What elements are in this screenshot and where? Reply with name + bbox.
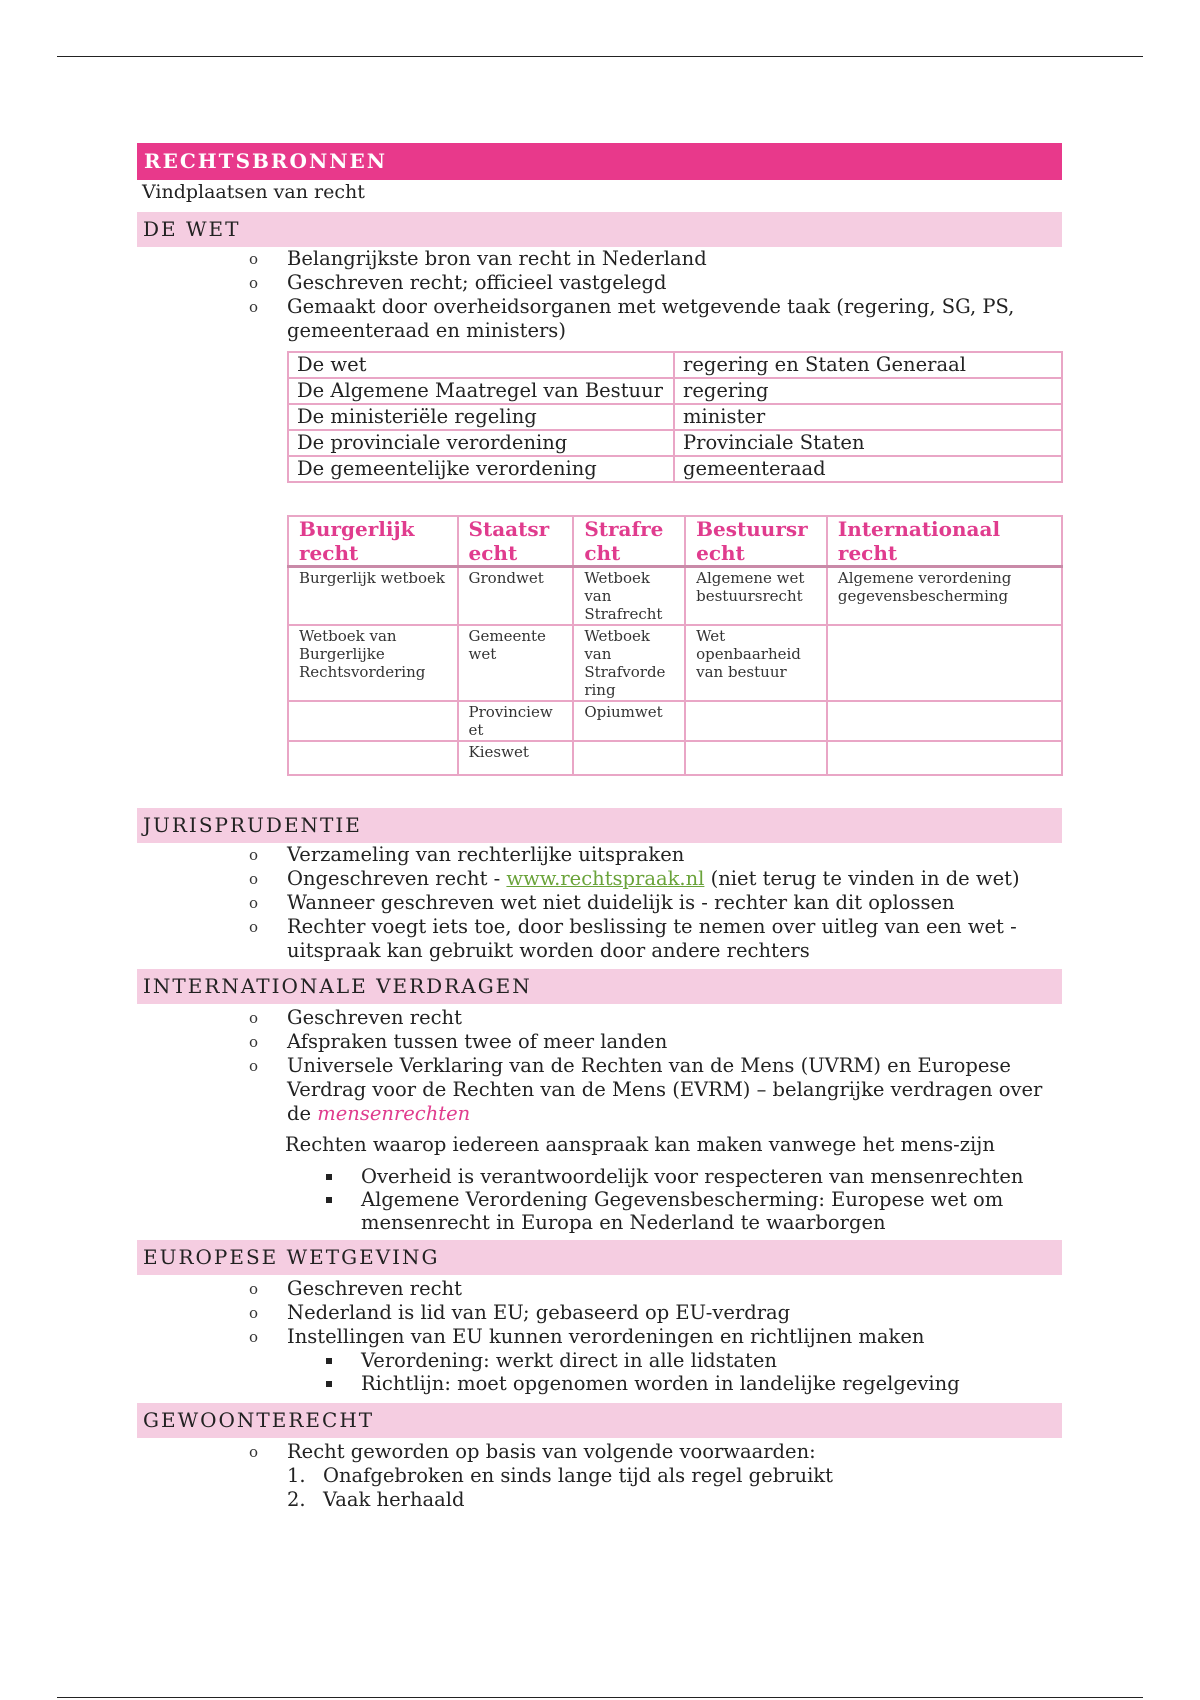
table-cell: regering: [674, 378, 1062, 404]
list-item: o Instellingen van EU kunnen verordeningen en richtlijnen maken: [287, 1325, 1062, 1349]
mensenrechten-definition: Rechten waarop iedereen aanspraak kan maken vanwege het mens-zijn: [285, 1133, 995, 1156]
gewoonterecht-bullets: [137, 1440, 1062, 1464]
table-row: [288, 625, 1062, 701]
table-row: [288, 404, 1062, 430]
list-item: o Verzameling van rechterlijke uitspraken: [287, 843, 1062, 867]
table-cell: [573, 741, 685, 775]
list-item: o Belangrijkste bron van recht in Nederland: [287, 247, 1062, 271]
list-item: Algemene Verordening Gegevensbescherming: Europese wet om mensenrecht in Europa en Nederland te waarborgen: [361, 1188, 1062, 1234]
table-cell: De gemeentelijke verordening: [288, 456, 674, 482]
europese-wetgeving-bullets: [137, 1277, 1062, 1349]
table-cell: Wetboek van Strafrecht: [573, 567, 685, 626]
column-header: Internationaal recht: [827, 516, 1062, 567]
table-cell: gemeenteraad: [674, 456, 1062, 482]
list-item-text: Universele Verklaring van de Rechten van de Mens (UVRM) en Europese Verdrag voor de Rechten van de Mens (EVRM) – belangrijke verdragen over de: [287, 1054, 1043, 1125]
document-subtitle: Vindplaatsen van recht: [142, 181, 365, 203]
table-cell: [288, 701, 458, 741]
mensenrechten-subbullets: [137, 1165, 1062, 1234]
section-heading-internationale-verdragen: INTERNATIONALE VERDRAGEN: [137, 969, 1062, 1004]
list-item: [287, 1464, 1062, 1488]
verdragen-bullets: [137, 1006, 1062, 1126]
column-header: Strafre cht: [573, 516, 685, 567]
list-item: Richtlijn: moet opgenomen worden in landelijke regelgeving: [361, 1372, 1062, 1395]
table-cell: Algemene wet bestuursrecht: [685, 567, 827, 626]
column-header: Staatsr echt: [458, 516, 574, 567]
list-number: 1.: [287, 1464, 306, 1487]
header-rule: [57, 56, 1143, 57]
table-cell: [685, 741, 827, 775]
section-heading-europese-wetgeving: EUROPESE WETGEVING: [137, 1240, 1062, 1275]
list-number: 2.: [287, 1488, 306, 1511]
table-cell: Wet openbaarheid van bestuur: [685, 625, 827, 701]
list-item: o Wanneer geschreven wet niet duidelijk is - rechter kan dit oplossen: [287, 891, 1062, 915]
table-cell: De wet: [288, 352, 674, 378]
list-item-text: Ongeschreven recht -: [287, 867, 507, 890]
table-row: [288, 430, 1062, 456]
table-cell: Algemene verordening gegevensbescherming: [827, 567, 1062, 626]
list-item: o Rechter voegt iets toe, door beslissing te nemen over uitleg van een wet - uitspraak kan gebruikt worden door andere rechters: [287, 915, 1062, 963]
table-row: [288, 352, 1062, 378]
europese-wetgeving-subbullets: [137, 1349, 1062, 1395]
document-body: [137, 143, 1062, 1512]
table-cell: [685, 701, 827, 741]
table-row: [288, 378, 1062, 404]
table-row: [288, 701, 1062, 741]
list-item: [287, 1488, 1062, 1512]
table-cell: Opiumwet: [573, 701, 685, 741]
list-item: o Recht geworden op basis van volgende voorwaarden:: [287, 1440, 1062, 1464]
gewoonterecht-conditions: [137, 1464, 1062, 1512]
table-cell: [827, 701, 1062, 741]
table-cell: Gemeente wet: [458, 625, 574, 701]
footer-rule: [57, 1697, 1143, 1698]
list-item: [287, 867, 1062, 891]
column-header: Bestuursr echt: [685, 516, 827, 567]
law-branches-table: [287, 515, 1063, 776]
list-item: o Geschreven recht: [287, 1277, 1062, 1301]
document-title: RECHTSBRONNEN: [137, 143, 1062, 180]
table-cell: [827, 625, 1062, 701]
table-row: [288, 567, 1062, 626]
list-item: o Gemaakt door overheidsorganen met wetgevende taak (regering, SG, PS, gemeenteraad en ministers): [287, 295, 1062, 343]
jurisprudentie-bullets: [137, 843, 1062, 963]
table-cell: Wetboek van Strafvorde ring: [573, 625, 685, 701]
table-cell: Provinciale Staten: [674, 430, 1062, 456]
rechtspraak-link[interactable]: www.rechtspraak.nl: [506, 867, 705, 890]
table-cell: regering en Staten Generaal: [674, 352, 1062, 378]
law-makers-table: [287, 351, 1063, 483]
list-item: o Geschreven recht: [287, 1006, 1062, 1030]
section-heading-de-wet: DE WET: [137, 212, 1062, 247]
list-item-text: Vaak herhaald: [323, 1488, 465, 1511]
table-cell: minister: [674, 404, 1062, 430]
list-item: [287, 1054, 1062, 1126]
list-item-text: (niet terug te vinden in de wet): [704, 867, 1020, 890]
table-cell: De provinciale verordening: [288, 430, 674, 456]
section-heading-gewoonterecht: GEWOONTERECHT: [137, 1403, 1062, 1438]
emphasis-mensenrechten: mensenrechten: [317, 1102, 471, 1125]
table-row: [288, 741, 1062, 775]
table-header-row: [288, 516, 1062, 567]
table-cell: [288, 741, 458, 775]
table-cell: Kieswet: [458, 741, 574, 775]
table-cell: De Algemene Maatregel van Bestuur: [288, 378, 674, 404]
list-item-text: Onafgebroken en sinds lange tijd als regel gebruikt: [323, 1464, 833, 1487]
section-heading-jurisprudentie: JURISPRUDENTIE: [137, 808, 1062, 843]
table-cell: Grondwet: [458, 567, 574, 626]
list-item: Overheid is verantwoordelijk voor respecteren van mensenrechten: [361, 1165, 1062, 1188]
de-wet-bullets: [137, 247, 1062, 343]
table-cell: De ministeriële regeling: [288, 404, 674, 430]
list-item: o Nederland is lid van EU; gebaseerd op EU-verdrag: [287, 1301, 1062, 1325]
column-header: Burgerlijk recht: [288, 516, 458, 567]
table-row: [288, 456, 1062, 482]
list-item: Verordening: werkt direct in alle lidstaten: [361, 1349, 1062, 1372]
table-cell: Wetboek van Burgerlijke Rechtsvordering: [288, 625, 458, 701]
table-cell: [827, 741, 1062, 775]
list-item: o Afspraken tussen twee of meer landen: [287, 1030, 1062, 1054]
table-cell: Provinciew et: [458, 701, 574, 741]
table-cell: Burgerlijk wetboek: [288, 567, 458, 626]
list-item: o Geschreven recht; officieel vastgelegd: [287, 271, 1062, 295]
